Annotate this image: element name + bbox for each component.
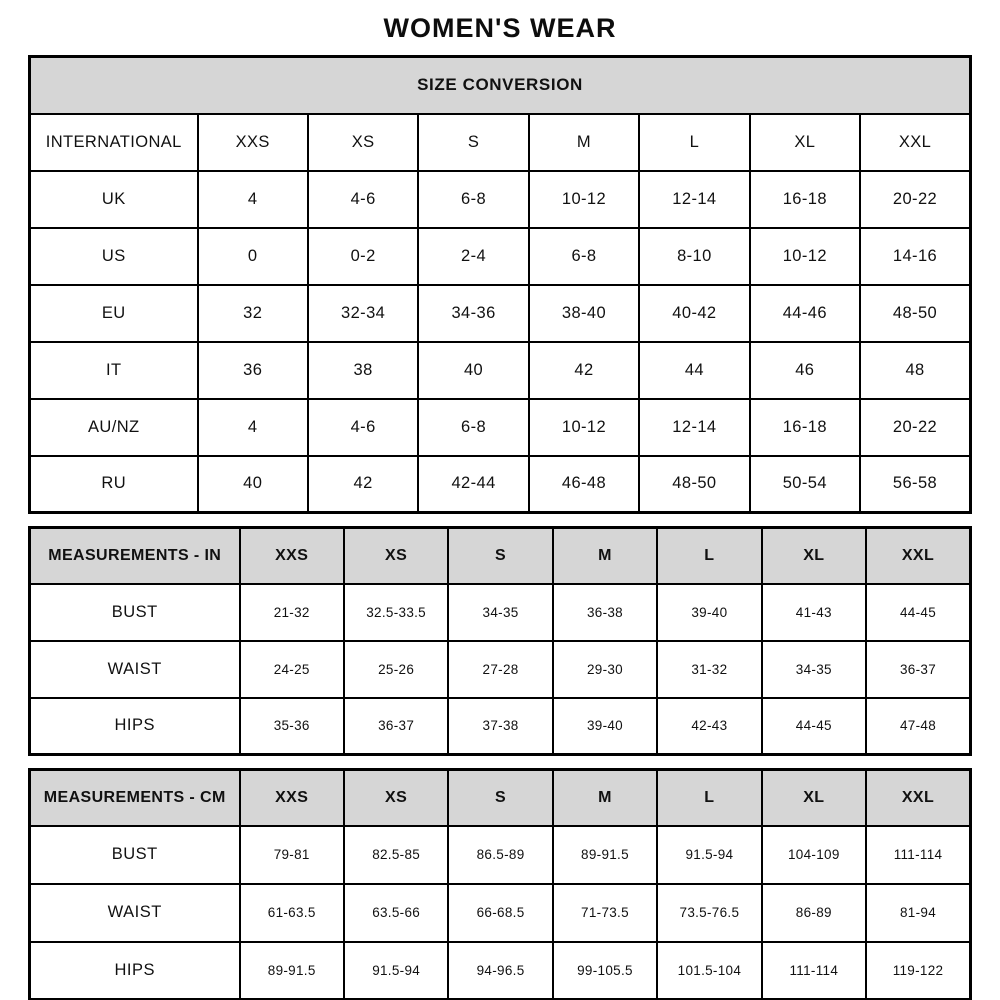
- value-cell: L: [657, 770, 761, 826]
- value-cell: 10-12: [529, 399, 639, 456]
- row-label: US: [30, 228, 198, 285]
- value-cell: 44-46: [750, 285, 860, 342]
- row-label: HIPS: [30, 942, 240, 1000]
- value-cell: 66-68.5: [448, 884, 552, 942]
- row-label: HIPS: [30, 698, 240, 755]
- value-cell: 40-42: [639, 285, 749, 342]
- value-cell: 89-91.5: [553, 826, 657, 884]
- value-cell: 29-30: [553, 641, 657, 698]
- value-cell: XS: [344, 770, 448, 826]
- row-label: IT: [30, 342, 198, 399]
- value-cell: 42-44: [418, 456, 528, 513]
- value-cell: XS: [344, 528, 448, 584]
- value-cell: XXL: [866, 770, 970, 826]
- value-cell: 63.5-66: [344, 884, 448, 942]
- value-cell: 4: [198, 399, 308, 456]
- value-cell: 44: [639, 342, 749, 399]
- value-cell: XXL: [860, 114, 970, 171]
- measurements-in-body: [30, 528, 971, 755]
- header-row: [30, 528, 971, 584]
- value-cell: 27-28: [448, 641, 552, 698]
- value-cell: 48-50: [639, 456, 749, 513]
- value-cell: 48-50: [860, 285, 970, 342]
- value-cell: 82.5-85: [344, 826, 448, 884]
- value-cell: 36-37: [866, 641, 970, 698]
- size-conversion-body: [30, 114, 971, 513]
- value-cell: 86-89: [762, 884, 866, 942]
- row-label: MEASUREMENTS - CM: [30, 770, 240, 826]
- data-row: [30, 342, 971, 399]
- size-conversion-banner-row: [30, 57, 971, 114]
- value-cell: 56-58: [860, 456, 970, 513]
- value-cell: 94-96.5: [448, 942, 552, 1000]
- value-cell: 38: [308, 342, 418, 399]
- measurements-cm-body: [30, 770, 971, 1000]
- value-cell: S: [418, 114, 528, 171]
- value-cell: 73.5-76.5: [657, 884, 761, 942]
- value-cell: 71-73.5: [553, 884, 657, 942]
- value-cell: 31-32: [657, 641, 761, 698]
- value-cell: 36-37: [344, 698, 448, 755]
- row-label: AU/NZ: [30, 399, 198, 456]
- value-cell: 25-26: [344, 641, 448, 698]
- value-cell: L: [639, 114, 749, 171]
- value-cell: 36-38: [553, 584, 657, 641]
- value-cell: 61-63.5: [240, 884, 344, 942]
- value-cell: 86.5-89: [448, 826, 552, 884]
- value-cell: 14-16: [860, 228, 970, 285]
- value-cell: S: [448, 770, 552, 826]
- value-cell: 101.5-104: [657, 942, 761, 1000]
- value-cell: M: [553, 770, 657, 826]
- value-cell: 20-22: [860, 399, 970, 456]
- row-label: RU: [30, 456, 198, 513]
- value-cell: 46: [750, 342, 860, 399]
- value-cell: 40: [418, 342, 528, 399]
- value-cell: 42: [308, 456, 418, 513]
- data-row: [30, 285, 971, 342]
- value-cell: 47-48: [866, 698, 970, 755]
- value-cell: 37-38: [448, 698, 552, 755]
- value-cell: 34-36: [418, 285, 528, 342]
- value-cell: 119-122: [866, 942, 970, 1000]
- value-cell: 4-6: [308, 399, 418, 456]
- value-cell: L: [657, 528, 761, 584]
- value-cell: 48: [860, 342, 970, 399]
- value-cell: 32: [198, 285, 308, 342]
- value-cell: 12-14: [639, 399, 749, 456]
- value-cell: 91.5-94: [657, 826, 761, 884]
- value-cell: 0-2: [308, 228, 418, 285]
- value-cell: 4: [198, 171, 308, 228]
- value-cell: 39-40: [657, 584, 761, 641]
- value-cell: 35-36: [240, 698, 344, 755]
- value-cell: M: [553, 528, 657, 584]
- value-cell: 44-45: [762, 698, 866, 755]
- header-row: [30, 114, 971, 171]
- value-cell: 10-12: [750, 228, 860, 285]
- value-cell: 16-18: [750, 171, 860, 228]
- value-cell: 41-43: [762, 584, 866, 641]
- value-cell: 46-48: [529, 456, 639, 513]
- row-label: INTERNATIONAL: [30, 114, 198, 171]
- data-row: [30, 884, 971, 942]
- row-label: WAIST: [30, 884, 240, 942]
- value-cell: 24-25: [240, 641, 344, 698]
- size-conversion-title: SIZE CONVERSION: [30, 57, 971, 114]
- value-cell: 10-12: [529, 171, 639, 228]
- data-row: [30, 228, 971, 285]
- value-cell: XL: [750, 114, 860, 171]
- row-label: EU: [30, 285, 198, 342]
- value-cell: 111-114: [762, 942, 866, 1000]
- data-row: [30, 641, 971, 698]
- value-cell: 99-105.5: [553, 942, 657, 1000]
- value-cell: 89-91.5: [240, 942, 344, 1000]
- value-cell: M: [529, 114, 639, 171]
- value-cell: 91.5-94: [344, 942, 448, 1000]
- value-cell: XXS: [240, 528, 344, 584]
- value-cell: 6-8: [418, 171, 528, 228]
- row-label: BUST: [30, 584, 240, 641]
- value-cell: 104-109: [762, 826, 866, 884]
- value-cell: 39-40: [553, 698, 657, 755]
- value-cell: 8-10: [639, 228, 749, 285]
- value-cell: 0: [198, 228, 308, 285]
- measurements-cm-table: [28, 768, 972, 1000]
- row-label: WAIST: [30, 641, 240, 698]
- value-cell: 36: [198, 342, 308, 399]
- value-cell: 6-8: [418, 399, 528, 456]
- value-cell: S: [448, 528, 552, 584]
- data-row: [30, 584, 971, 641]
- data-row: [30, 698, 971, 755]
- value-cell: 12-14: [639, 171, 749, 228]
- value-cell: XS: [308, 114, 418, 171]
- value-cell: 16-18: [750, 399, 860, 456]
- value-cell: 34-35: [762, 641, 866, 698]
- value-cell: 38-40: [529, 285, 639, 342]
- data-row: [30, 942, 971, 1000]
- value-cell: 81-94: [866, 884, 970, 942]
- value-cell: 4-6: [308, 171, 418, 228]
- value-cell: 42-43: [657, 698, 761, 755]
- value-cell: 34-35: [448, 584, 552, 641]
- value-cell: 21-32: [240, 584, 344, 641]
- page-title: WOMEN'S WEAR: [383, 13, 617, 43]
- value-cell: 40: [198, 456, 308, 513]
- value-cell: 32.5-33.5: [344, 584, 448, 641]
- value-cell: XL: [762, 528, 866, 584]
- data-row: [30, 171, 971, 228]
- data-row: [30, 399, 971, 456]
- value-cell: XXL: [866, 528, 970, 584]
- value-cell: 50-54: [750, 456, 860, 513]
- value-cell: 6-8: [529, 228, 639, 285]
- value-cell: 42: [529, 342, 639, 399]
- data-row: [30, 826, 971, 884]
- value-cell: 2-4: [418, 228, 528, 285]
- value-cell: XL: [762, 770, 866, 826]
- row-label: MEASUREMENTS - IN: [30, 528, 240, 584]
- value-cell: 111-114: [866, 826, 970, 884]
- value-cell: 20-22: [860, 171, 970, 228]
- value-cell: XXS: [240, 770, 344, 826]
- header-row: [30, 770, 971, 826]
- size-conversion-table: [28, 55, 972, 514]
- value-cell: 44-45: [866, 584, 970, 641]
- row-label: UK: [30, 171, 198, 228]
- measurements-in-table: [28, 526, 972, 756]
- value-cell: 32-34: [308, 285, 418, 342]
- row-label: BUST: [30, 826, 240, 884]
- value-cell: 79-81: [240, 826, 344, 884]
- value-cell: XXS: [198, 114, 308, 171]
- data-row: [30, 456, 971, 513]
